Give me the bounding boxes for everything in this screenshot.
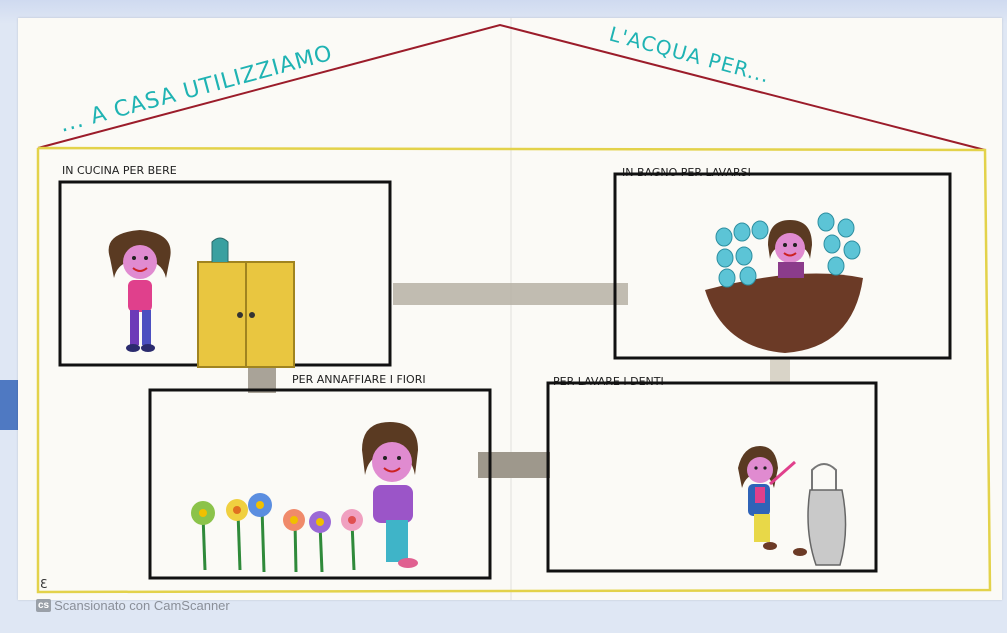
tape-piece (770, 357, 790, 382)
camscanner-logo: cs (38, 600, 50, 611)
roof-text-left: ... A CASA UTILIZZIAMO (57, 40, 336, 138)
kitchen-drawing (109, 230, 294, 367)
teeth-drawing (738, 446, 846, 565)
caption-teeth: PER LAVARE I DENTI (553, 375, 664, 388)
bathroom-drawing (705, 213, 863, 353)
caption-bathroom: IN BAGNO PER LAVARSI (622, 166, 751, 179)
caption-flowers: PER ANNAFFIARE I FIORI (292, 373, 426, 386)
scanner-footer (36, 598, 230, 613)
house-border (38, 148, 990, 592)
tape-piece (393, 283, 628, 305)
corner-mark: Ɛ (40, 577, 48, 591)
caption-kitchen: IN CUCINA PER BERE (62, 164, 177, 177)
flowers-drawing (191, 422, 418, 572)
scanner-footer-text: Scansionato con CamScanner (54, 598, 230, 613)
roof-text-right: L'ACQUA PER... (606, 21, 773, 88)
